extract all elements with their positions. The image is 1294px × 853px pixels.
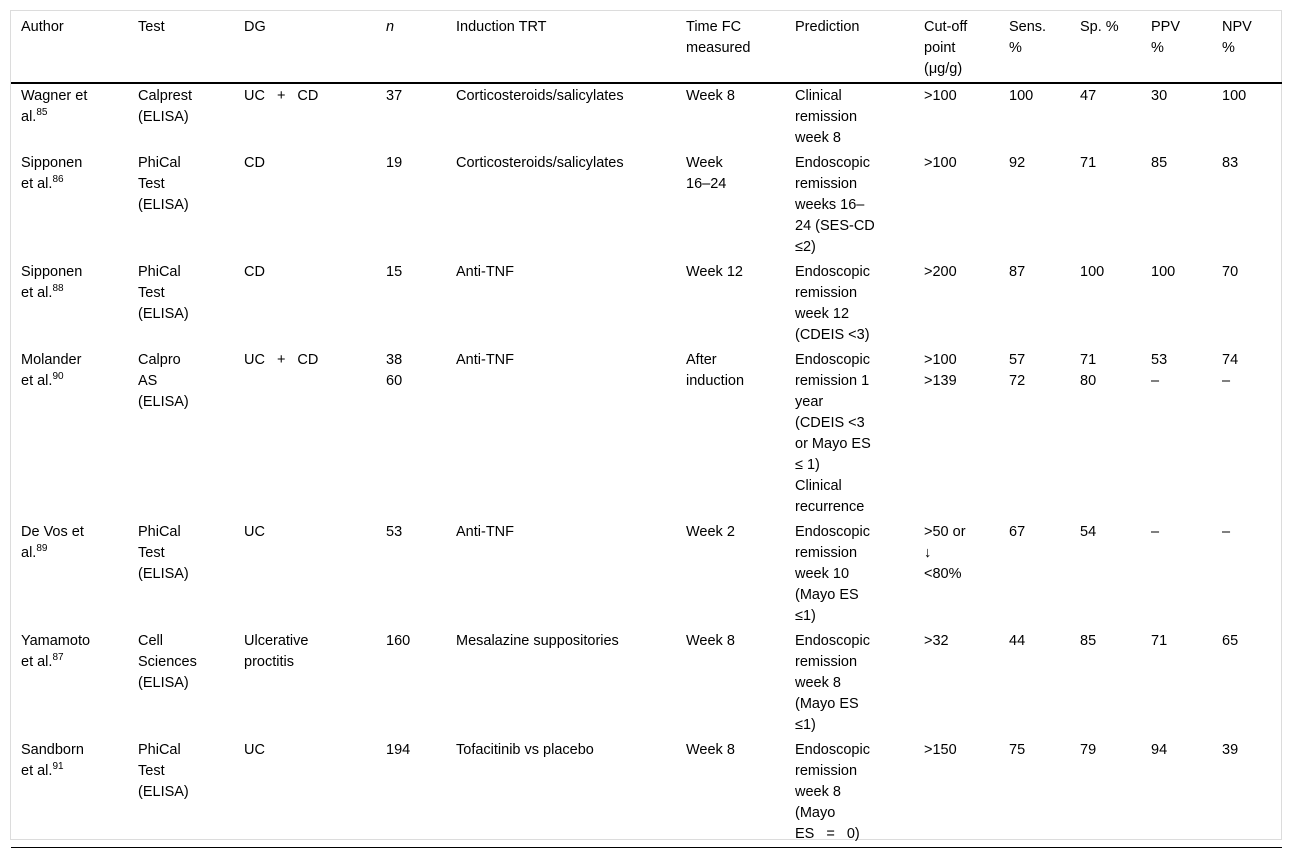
cell-time — [676, 520, 785, 629]
cell-test-line: (ELISA) — [138, 784, 189, 800]
cell-sens — [999, 520, 1070, 629]
cell-dg — [234, 348, 376, 520]
cell-sp-line: 80 — [1080, 373, 1097, 389]
table-row — [11, 151, 1282, 260]
cell-n-line: 60 — [386, 373, 403, 389]
cell-sens-line: 72 — [1009, 373, 1026, 389]
cell-dg — [234, 83, 376, 151]
cell-npv — [1212, 348, 1282, 520]
cell-time-line: After — [686, 352, 717, 368]
cell-cutoff — [914, 348, 999, 520]
header-prediction: Prediction — [795, 19, 860, 35]
cell-prediction-line: (CDEIS <3) — [795, 327, 870, 343]
cell-prediction — [785, 348, 914, 520]
cell-sens-line: 75 — [1009, 742, 1026, 758]
cell-time-line: Week 8 — [686, 633, 735, 649]
cell-n — [376, 520, 446, 629]
cell-prediction-line: ≤1) — [795, 608, 816, 624]
cell-test-line: PhiCal — [138, 264, 181, 280]
cell-npv — [1212, 629, 1282, 738]
cell-time-line: induction — [686, 373, 745, 389]
cell-n — [376, 348, 446, 520]
cell-dg — [234, 629, 376, 738]
cell-prediction-line: Clinical — [795, 88, 842, 104]
header-time-fc-line: Time FC — [686, 19, 742, 35]
reference-number: 85 — [36, 107, 48, 119]
cell-test-line: Cell — [138, 633, 163, 649]
cell-author-line: al.$^{89}$ — [21, 543, 48, 561]
cell-induction: Corticosteroids/salicylates — [456, 155, 624, 171]
cell-dg — [234, 151, 376, 260]
cell-induction: Anti-TNF — [456, 264, 514, 280]
table-row — [11, 738, 1282, 848]
cell-test-line: Test — [138, 285, 165, 301]
cell-sens — [999, 738, 1070, 848]
cell-cutoff — [914, 83, 999, 151]
header-n: n — [386, 19, 395, 35]
cell-test — [128, 520, 234, 629]
cell-ppv — [1141, 83, 1212, 151]
cell-prediction-line: week 8 — [795, 130, 841, 146]
cell-npv-line: – — [1222, 524, 1231, 540]
header-sens-line: Sens. — [1009, 19, 1047, 35]
cell-n-line: 38 — [386, 352, 403, 368]
cell-ppv-line: 100 — [1151, 264, 1176, 280]
cell-prediction-line: ≤1) — [795, 717, 816, 733]
cell-cutoff-line: ↓ — [924, 545, 932, 561]
cell-test-line: Sciences — [138, 654, 197, 670]
cell-test-line: (ELISA) — [138, 394, 189, 410]
reference-number: 88 — [52, 283, 64, 295]
header-sp: Sp. % — [1080, 19, 1119, 35]
cell-prediction-line: weeks 16– — [795, 197, 865, 213]
cell-prediction-line: ≤2) — [795, 239, 816, 255]
cell-induction: Anti-TNF — [456, 524, 514, 540]
cell-dg-line: UC + CD — [244, 352, 319, 368]
cell-dg — [234, 520, 376, 629]
cell-author — [11, 520, 128, 629]
cell-prediction-line: 24 (SES-CD — [795, 218, 875, 234]
cell-author-line: Sipponen — [21, 264, 83, 280]
cell-prediction — [785, 738, 914, 848]
cell-test — [128, 151, 234, 260]
header-dg: DG — [244, 19, 266, 35]
cell-ppv-line: 30 — [1151, 88, 1168, 104]
cell-sens-line: 87 — [1009, 264, 1026, 280]
table-row — [11, 260, 1282, 348]
reference-number: 91 — [52, 761, 64, 773]
cell-time — [676, 629, 785, 738]
cell-author — [11, 738, 128, 848]
cell-npv — [1212, 520, 1282, 629]
cell-cutoff-line: >100 — [924, 352, 957, 368]
header-author: Author — [21, 19, 64, 35]
cell-sens — [999, 151, 1070, 260]
cell-ppv — [1141, 629, 1212, 738]
cell-sp — [1070, 348, 1141, 520]
cell-prediction-line: (Mayo ES — [795, 696, 859, 712]
header-ppv-line: % — [1151, 40, 1164, 56]
cell-ppv — [1141, 348, 1212, 520]
header-sens-line: % — [1009, 40, 1022, 56]
cell-time — [676, 348, 785, 520]
cell-sp-line: 71 — [1080, 352, 1097, 368]
cell-induction: Anti-TNF — [456, 352, 514, 368]
cell-sp — [1070, 151, 1141, 260]
cell-prediction-line: Endoscopic — [795, 352, 870, 368]
cell-sp-line: 71 — [1080, 155, 1097, 171]
cell-prediction-line: week 8 — [795, 675, 841, 691]
cell-prediction — [785, 260, 914, 348]
cell-prediction-line: Endoscopic — [795, 742, 870, 758]
cell-sens-line: 100 — [1009, 88, 1034, 104]
cell-npv — [1212, 151, 1282, 260]
cell-test-line: PhiCal — [138, 155, 181, 171]
reference-number: 90 — [52, 371, 64, 383]
cell-test-line: PhiCal — [138, 524, 181, 540]
cell-prediction — [785, 83, 914, 151]
cell-prediction — [785, 151, 914, 260]
cell-test-line: Test — [138, 176, 165, 192]
cell-n-line: 194 — [386, 742, 411, 758]
cell-prediction-line: or Mayo ES — [795, 436, 871, 452]
cell-npv-line: 100 — [1222, 88, 1247, 104]
cell-dg — [234, 260, 376, 348]
cell-prediction-line: (Mayo ES — [795, 587, 859, 603]
cell-author — [11, 83, 128, 151]
header-ppv — [1141, 11, 1212, 83]
header-npv-line: NPV — [1222, 19, 1252, 35]
table-body — [11, 83, 1282, 848]
cell-cutoff-line: <80% — [924, 566, 962, 582]
cell-cutoff-line: >50 or — [924, 524, 966, 540]
cell-sp-line: 100 — [1080, 264, 1105, 280]
data-table — [11, 11, 1282, 848]
cell-author-line: et al.$^{90}$ — [21, 371, 64, 389]
cell-prediction-line: remission — [795, 285, 858, 301]
cell-sens-line: 67 — [1009, 524, 1026, 540]
cell-test-line: Test — [138, 545, 165, 561]
cell-cutoff — [914, 260, 999, 348]
cell-ppv-line: 71 — [1151, 633, 1168, 649]
cell-author-line: De Vos et — [21, 524, 84, 540]
cell-sens — [999, 83, 1070, 151]
cell-prediction-line: remission — [795, 654, 858, 670]
cell-sp-line: 47 — [1080, 88, 1097, 104]
cell-test-line: AS — [138, 373, 158, 389]
cell-cutoff-line: >100 — [924, 155, 957, 171]
cell-dg-line: UC — [244, 524, 265, 540]
cell-cutoff — [914, 520, 999, 629]
cell-test — [128, 260, 234, 348]
cell-author-line: Sipponen — [21, 155, 83, 171]
cell-prediction-line: remission — [795, 763, 858, 779]
cell-dg-line: proctitis — [244, 654, 294, 670]
cell-sens — [999, 348, 1070, 520]
cell-sp — [1070, 520, 1141, 629]
cell-author-line: Wagner et — [21, 88, 88, 104]
cell-author-line: Molander — [21, 352, 82, 368]
cell-sp — [1070, 83, 1141, 151]
header-cutoff-line: point — [924, 40, 956, 56]
cell-author-line: al.$^{85}$ — [21, 107, 48, 125]
cell-ppv-line: 85 — [1151, 155, 1168, 171]
header-row — [11, 11, 1282, 83]
header-npv-line: % — [1222, 40, 1235, 56]
cell-npv — [1212, 260, 1282, 348]
cell-sens-line: 57 — [1009, 352, 1026, 368]
cell-dg-line: CD — [244, 155, 265, 171]
cell-author — [11, 629, 128, 738]
cell-sens-line: 44 — [1009, 633, 1026, 649]
cell-cutoff-line: >139 — [924, 373, 957, 389]
cell-sens-line: 92 — [1009, 155, 1026, 171]
cell-prediction-line: (CDEIS <3 — [795, 415, 865, 431]
cell-cutoff-line: >100 — [924, 88, 957, 104]
cell-cutoff-line: >200 — [924, 264, 957, 280]
cell-ppv — [1141, 151, 1212, 260]
table-row — [11, 629, 1282, 738]
cell-sens — [999, 629, 1070, 738]
cell-test-line: (ELISA) — [138, 109, 189, 125]
cell-npv-line: 39 — [1222, 742, 1239, 758]
cell-ppv-line: 53 — [1151, 352, 1168, 368]
header-cutoff — [914, 11, 999, 83]
cell-sp — [1070, 629, 1141, 738]
header-cutoff-line: (μg/g) — [924, 61, 963, 77]
cell-test-line: (ELISA) — [138, 566, 189, 582]
cell-sp-line: 85 — [1080, 633, 1097, 649]
cell-author-line: Yamamoto — [21, 633, 91, 649]
cell-ppv-line: 94 — [1151, 742, 1168, 758]
cell-ppv — [1141, 520, 1212, 629]
cell-time — [676, 260, 785, 348]
reference-number: 87 — [52, 652, 64, 664]
cell-n-line: 160 — [386, 633, 411, 649]
cell-time — [676, 83, 785, 151]
cell-time — [676, 151, 785, 260]
cell-prediction-line: remission — [795, 545, 858, 561]
cell-cutoff-line: >150 — [924, 742, 957, 758]
cell-test — [128, 83, 234, 151]
cell-induction: Tofacitinib vs placebo — [456, 742, 594, 758]
cell-prediction-line: Endoscopic — [795, 264, 870, 280]
cell-test — [128, 629, 234, 738]
cell-test-line: (ELISA) — [138, 306, 189, 322]
cell-sp-line: 54 — [1080, 524, 1097, 540]
cell-test — [128, 348, 234, 520]
cell-author-line: et al.$^{91}$ — [21, 761, 64, 779]
header-cutoff-line: Cut-off — [924, 19, 968, 35]
header-induction: Induction TRT — [456, 19, 547, 35]
header-npv — [1212, 11, 1282, 83]
cell-dg-line: CD — [244, 264, 265, 280]
cell-dg — [234, 738, 376, 848]
cell-test-line: PhiCal — [138, 742, 181, 758]
cell-n — [376, 83, 446, 151]
cell-prediction-line: (Mayo — [795, 805, 836, 821]
cell-time — [676, 738, 785, 848]
reference-number: 86 — [52, 174, 64, 186]
cell-npv-line: 74 — [1222, 352, 1239, 368]
cell-sp-line: 79 — [1080, 742, 1097, 758]
cell-sp — [1070, 738, 1141, 848]
cell-cutoff — [914, 629, 999, 738]
cell-author — [11, 348, 128, 520]
header-sens — [999, 11, 1070, 83]
cell-time-line: 16–24 — [686, 176, 727, 192]
cell-prediction — [785, 629, 914, 738]
cell-dg-line: UC — [244, 742, 265, 758]
cell-induction: Corticosteroids/salicylates — [456, 88, 624, 104]
cell-prediction-line: Endoscopic — [795, 155, 870, 171]
cell-cutoff-line: >32 — [924, 633, 949, 649]
cell-author — [11, 260, 128, 348]
cell-prediction-line: recurrence — [795, 499, 865, 515]
cell-author-line: et al.$^{86}$ — [21, 174, 64, 192]
header-ppv-line: PPV — [1151, 19, 1181, 35]
cell-author-line: et al.$^{87}$ — [21, 652, 64, 670]
cell-npv-line: 83 — [1222, 155, 1239, 171]
cell-n-line: 53 — [386, 524, 403, 540]
cell-prediction-line: Endoscopic — [795, 524, 870, 540]
cell-time-line: Week 12 — [686, 264, 743, 280]
cell-n — [376, 738, 446, 848]
table-row — [11, 520, 1282, 629]
header-time-fc — [676, 11, 785, 83]
cell-prediction-line: week 10 — [795, 566, 850, 582]
cell-sens — [999, 260, 1070, 348]
cell-n-line: 19 — [386, 155, 403, 171]
cell-npv-line: 70 — [1222, 264, 1239, 280]
cell-test-line: (ELISA) — [138, 675, 189, 691]
cell-n-line: 37 — [386, 88, 403, 104]
cell-prediction-line: Clinical — [795, 478, 842, 494]
cell-prediction-line: year — [795, 394, 824, 410]
cell-ppv-line: – — [1151, 373, 1160, 389]
cell-test-line: Calpro — [138, 352, 181, 368]
cell-n — [376, 151, 446, 260]
cell-npv — [1212, 738, 1282, 848]
table-row — [11, 348, 1282, 520]
cell-prediction-line: week 8 — [795, 784, 841, 800]
cell-prediction-line: week 12 — [795, 306, 850, 322]
cell-prediction-line: remission — [795, 176, 858, 192]
cell-npv — [1212, 83, 1282, 151]
cell-time-line: Week 8 — [686, 742, 735, 758]
cell-prediction-line: remission 1 — [795, 373, 870, 389]
cell-ppv-line: – — [1151, 524, 1160, 540]
cell-author-line: Sandborn — [21, 742, 84, 758]
cell-prediction-line: Endoscopic — [795, 633, 870, 649]
header-test: Test — [138, 19, 165, 35]
cell-n-line: 15 — [386, 264, 403, 280]
cell-n — [376, 260, 446, 348]
reference-number: 89 — [36, 543, 48, 555]
cell-dg-line: Ulcerative — [244, 633, 309, 649]
cell-npv-line: – — [1222, 373, 1231, 389]
cell-test-line: Calprest — [138, 88, 192, 104]
cell-test-line: Test — [138, 763, 165, 779]
cell-time-line: Week 2 — [686, 524, 735, 540]
cell-n — [376, 629, 446, 738]
cell-author — [11, 151, 128, 260]
cell-prediction — [785, 520, 914, 629]
cell-induction: Mesalazine suppositories — [456, 633, 619, 649]
cell-time-line: Week 8 — [686, 88, 735, 104]
cell-test — [128, 738, 234, 848]
cell-author-line: et al.$^{88}$ — [21, 283, 64, 301]
cell-time-line: Week — [686, 155, 723, 171]
cell-prediction-line: ≤ 1) — [795, 457, 820, 473]
cell-ppv — [1141, 260, 1212, 348]
cell-npv-line: 65 — [1222, 633, 1239, 649]
cell-cutoff — [914, 151, 999, 260]
cell-cutoff — [914, 738, 999, 848]
cell-dg-line: UC + CD — [244, 88, 319, 104]
cell-prediction-line: remission — [795, 109, 858, 125]
cell-prediction-line: ES = 0) — [795, 826, 860, 842]
cell-sp — [1070, 260, 1141, 348]
table-row — [11, 83, 1282, 151]
cell-ppv — [1141, 738, 1212, 848]
cell-test-line: (ELISA) — [138, 197, 189, 213]
header-time-fc-line: measured — [686, 40, 751, 56]
